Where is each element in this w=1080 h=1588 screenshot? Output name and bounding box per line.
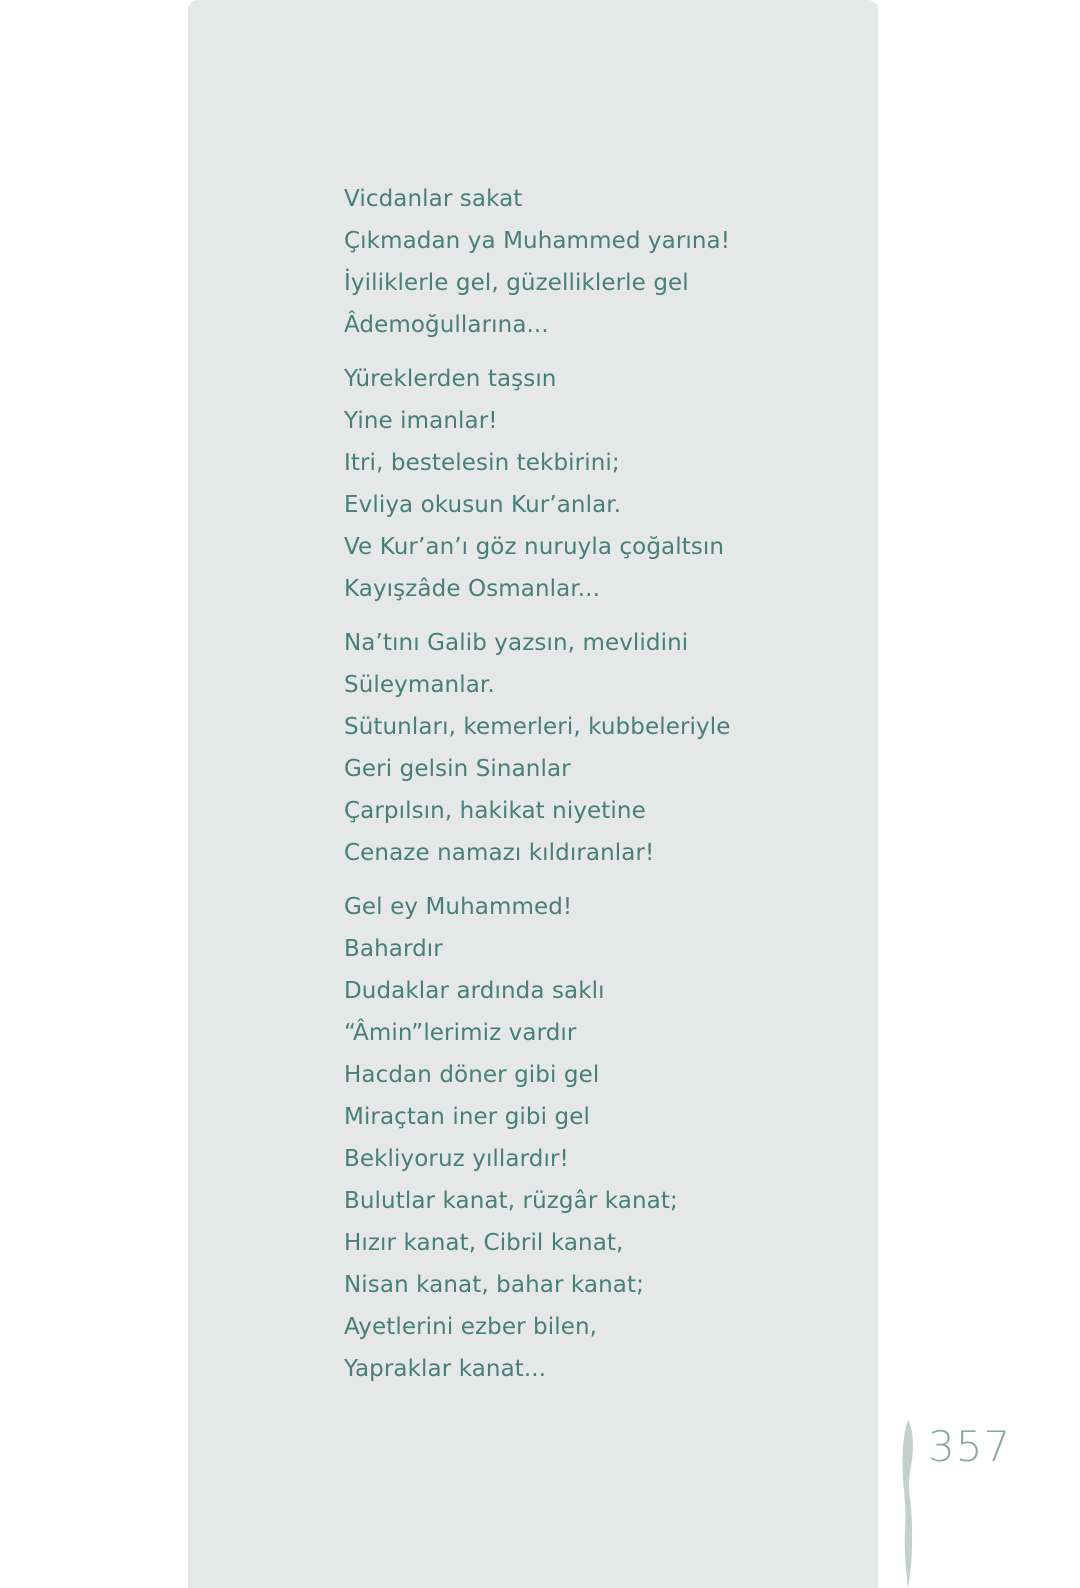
- poem-line: Çıkmadan ya Muhammed yarına!: [344, 228, 731, 254]
- poem-line: Bulutlar kanat, rüzgâr kanat;: [344, 1188, 678, 1214]
- poem-line: Dudaklar ardında saklı: [344, 978, 605, 1004]
- poem-line: Âdemoğullarına...: [344, 312, 549, 338]
- poem-line: Hacdan döner gibi gel: [344, 1062, 600, 1088]
- poem-line: Kayışzâde Osmanlar...: [344, 576, 601, 602]
- poem-line: Ayetlerini ezber bilen,: [344, 1314, 598, 1340]
- stanza-4: [344, 886, 864, 1390]
- poem-line: Ve Kur’an’ı göz nuruyla çoğaltsın: [344, 534, 725, 560]
- poem-line: Evliya okusun Kur’anlar.: [344, 492, 622, 518]
- poem-line: Sütunları, kemerleri, kubbeleriyle: [344, 714, 731, 740]
- poem-line: “Âmin”lerimiz vardır: [344, 1020, 577, 1046]
- poem-line: Yine imanlar!: [344, 408, 498, 434]
- poem-line: Miraçtan iner gibi gel: [344, 1104, 590, 1130]
- stanza-3: [344, 622, 864, 874]
- poem-line: Bahardır: [344, 936, 443, 962]
- leaf-ornament-icon: [899, 1420, 919, 1588]
- poem-text: [344, 178, 864, 1402]
- poem-line: Hızır kanat, Cibril kanat,: [344, 1230, 624, 1256]
- stanza-2: [344, 358, 864, 610]
- poem-line: Vicdanlar sakat: [344, 186, 523, 212]
- poem-line: Süleymanlar.: [344, 672, 495, 698]
- page-number: 357: [928, 1422, 1012, 1471]
- poem-line: Çarpılsın, hakikat niyetine: [344, 798, 646, 824]
- poem-line: Geri gelsin Sinanlar: [344, 756, 571, 782]
- stanza-1: [344, 178, 864, 346]
- poem-line: İyiliklerle gel, güzelliklerle gel: [344, 270, 689, 296]
- poem-line: Bekliyoruz yıllardır!: [344, 1146, 569, 1172]
- poem-line: Nisan kanat, bahar kanat;: [344, 1272, 644, 1298]
- poem-line: Gel ey Muhammed!: [344, 894, 573, 920]
- poem-line: Yüreklerden taşsın: [344, 366, 557, 392]
- poem-line: Yapraklar kanat...: [344, 1356, 547, 1382]
- poem-line: Cenaze namazı kıldıranlar!: [344, 840, 655, 866]
- poem-line: Na’tını Galib yazsın, mevlidini: [344, 630, 689, 656]
- poem-line: Itri, bestelesin tekbirini;: [344, 450, 620, 476]
